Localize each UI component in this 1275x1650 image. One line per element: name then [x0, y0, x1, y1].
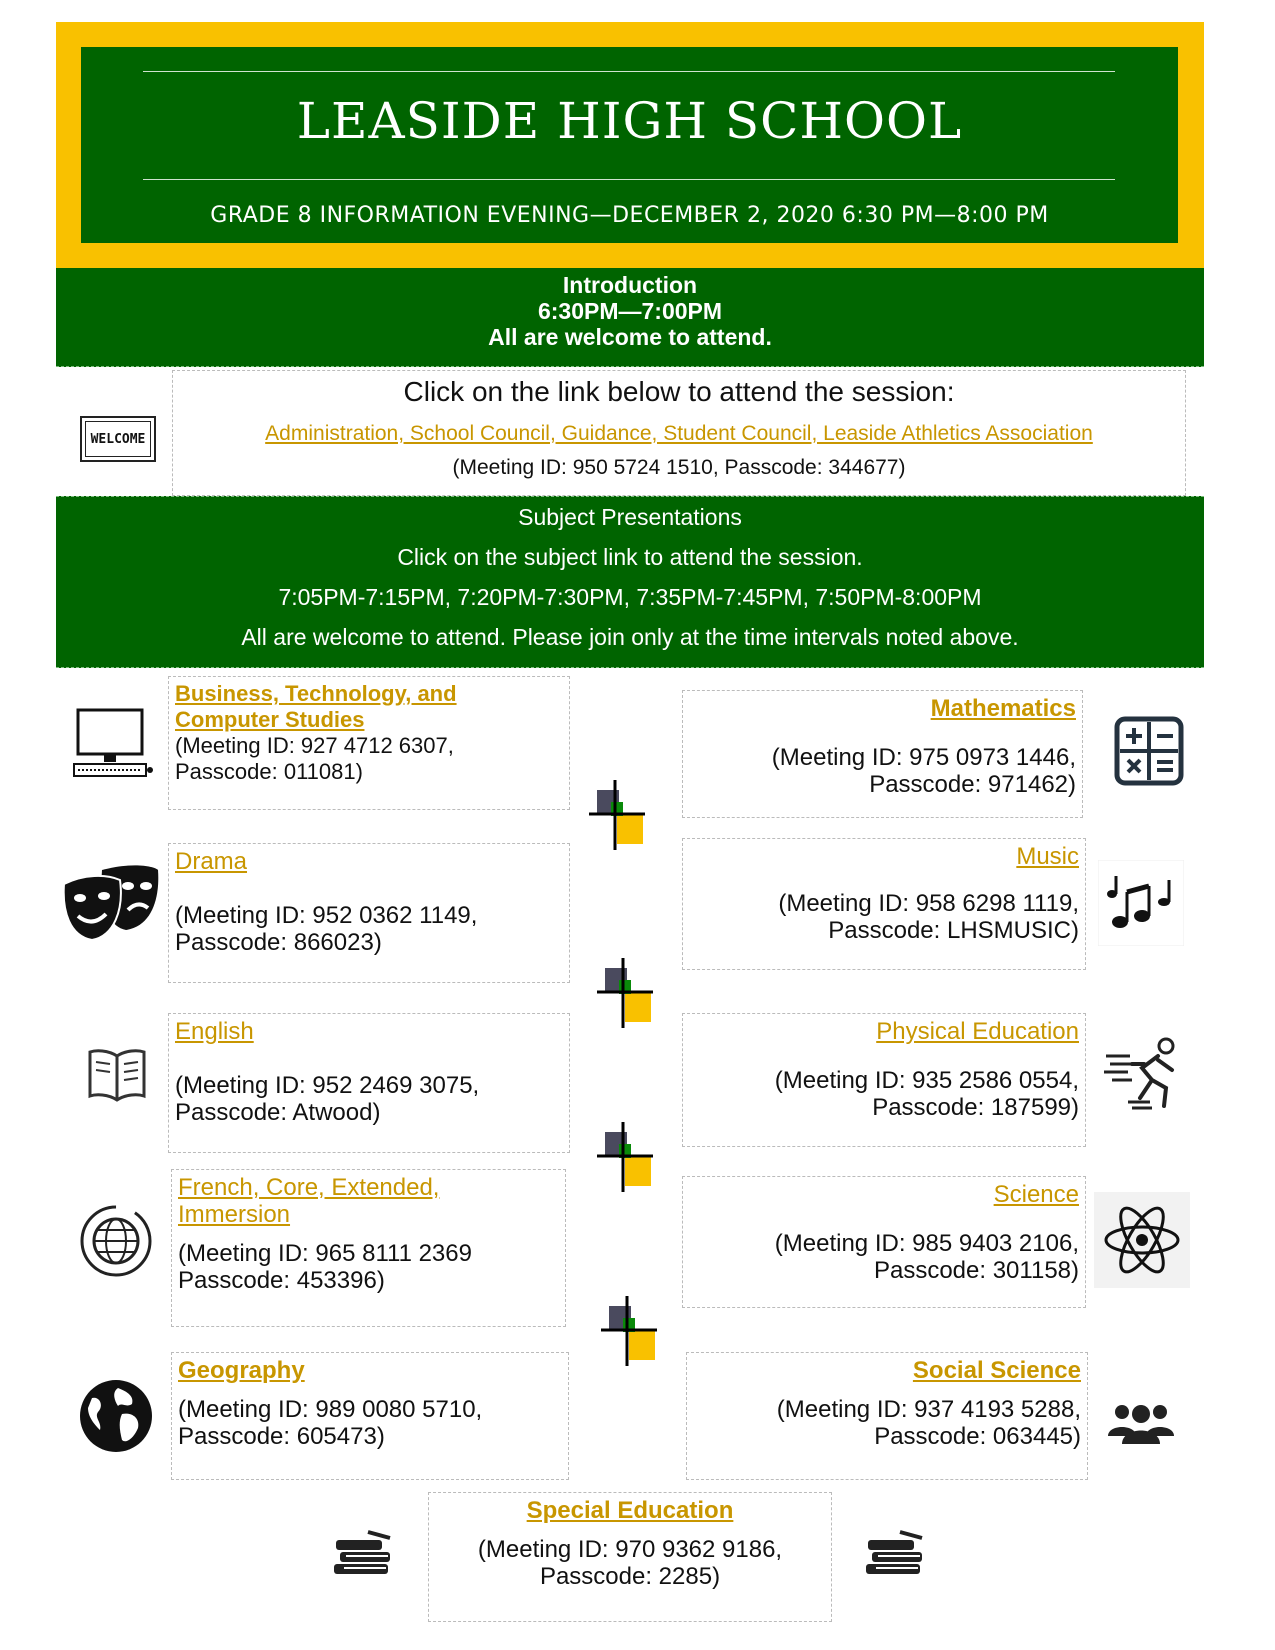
subject-link-french[interactable]: French, Core, Extended, Immersion [178, 1174, 440, 1228]
subject-french [171, 1169, 566, 1327]
music-notes-icon [1098, 860, 1184, 946]
theater-masks-icon [62, 864, 160, 942]
subject-english [168, 1013, 570, 1153]
plus-decoration-icon [597, 1122, 653, 1192]
music-passcode: Passcode: LHSMUSIC) [828, 917, 1079, 944]
english-passcode: Passcode: Atwood) [175, 1099, 381, 1126]
subjects-banner [56, 496, 1204, 668]
intro-session-heading: Click on the link below to attend the session: [403, 376, 955, 407]
phys-ed-meeting-id: (Meeting ID: 935 2586 0554, [774, 1067, 1079, 1094]
intro-session-meeting: (Meeting ID: 950 5724 1510, Passcode: 344677) [452, 456, 906, 479]
subject-math [682, 690, 1083, 818]
subjects-instruction: Click on the subject link to attend the session. [397, 544, 863, 570]
intro-welcome: All are welcome to attend. [488, 324, 772, 350]
atom-icon [1094, 1192, 1190, 1288]
books-icon [330, 1530, 394, 1578]
drama-passcode: Passcode: 866023) [175, 929, 382, 956]
header-bottom-rule [143, 179, 1115, 180]
subjects-note: All are welcome to attend. Please join only at the time intervals noted above. [241, 624, 1019, 650]
drama-meeting-id: (Meeting ID: 952 0362 1149, [175, 902, 478, 929]
social-science-passcode: Passcode: 063445) [874, 1423, 1081, 1450]
subjects-title: Subject Presentations [518, 504, 742, 530]
computer-icon [70, 706, 154, 782]
subject-special-ed [428, 1492, 832, 1622]
subject-link-phys-ed[interactable]: Physical Education [876, 1018, 1079, 1045]
intro-banner [56, 268, 1204, 367]
subject-link-business[interactable]: Business, Technology, and Computer Studies [175, 681, 457, 732]
subject-link-music[interactable]: Music [1016, 843, 1079, 870]
geography-passcode: Passcode: 605473) [178, 1423, 385, 1450]
subject-link-special-ed[interactable]: Special Education [526, 1497, 734, 1524]
subject-link-drama[interactable]: Drama [175, 848, 248, 875]
open-book-icon [86, 1046, 148, 1104]
world-globe-icon [78, 1378, 154, 1454]
school-title: LEASIDE HIGH SCHOOL [296, 92, 963, 150]
header-top-rule [143, 71, 1115, 72]
group-people-icon [1108, 1402, 1174, 1444]
math-meeting-id: (Meeting ID: 975 0973 1446, [771, 744, 1076, 771]
books-icon [862, 1530, 926, 1578]
intro-session-box [172, 370, 1186, 496]
business-passcode: Passcode: 011081) [175, 759, 363, 784]
intro-session-link[interactable]: Administration, School Council, Guidance, Student Council, Leaside Athletics Association [265, 422, 1093, 445]
phys-ed-passcode: Passcode: 187599) [872, 1094, 1079, 1121]
subject-link-math[interactable]: Mathematics [930, 695, 1076, 722]
french-passcode: Passcode: 453396) [178, 1267, 385, 1294]
subjects-times: 7:05PM-7:15PM, 7:20PM-7:30PM, 7:35PM-7:45PM, 7:50PM-8:00PM [278, 584, 982, 610]
plus-decoration-icon [601, 1296, 657, 1366]
math-passcode: Passcode: 971462) [869, 771, 1076, 798]
subject-link-english[interactable]: English [175, 1018, 254, 1045]
plus-decoration-icon [589, 780, 645, 850]
subject-geography [171, 1352, 569, 1480]
plus-decoration-icon [597, 958, 653, 1028]
intro-title: Introduction [562, 272, 698, 298]
english-meeting-id: (Meeting ID: 952 2469 3075, [175, 1072, 480, 1099]
special-ed-passcode: Passcode: 2285) [539, 1563, 721, 1590]
subject-business [168, 676, 570, 810]
science-passcode: Passcode: 301158) [873, 1257, 1079, 1284]
subject-science [682, 1176, 1086, 1308]
subject-music [682, 838, 1086, 970]
subject-link-science[interactable]: Science [993, 1181, 1079, 1208]
running-person-icon [1102, 1036, 1182, 1110]
subject-drama [168, 843, 570, 983]
intro-time: 6:30PM—7:00PM [537, 298, 723, 324]
subject-social-science [686, 1352, 1088, 1480]
subject-link-geography[interactable]: Geography [178, 1357, 305, 1384]
calculator-icon [1114, 716, 1184, 786]
header-panel [81, 47, 1178, 243]
music-meeting-id: (Meeting ID: 958 6298 1119, [778, 890, 1079, 917]
geography-meeting-id: (Meeting ID: 989 0080 5710, [178, 1396, 483, 1423]
science-meeting-id: (Meeting ID: 985 9403 2106, [774, 1230, 1079, 1257]
event-subtitle: GRADE 8 INFORMATION EVENING—DECEMBER 2, 2020 6:30 PM—8:00 PM [210, 203, 1049, 228]
special-ed-meeting-id: (Meeting ID: 970 9362 9186, [477, 1536, 783, 1563]
globe-language-icon [78, 1204, 154, 1278]
subject-link-social-science[interactable]: Social Science [912, 1357, 1081, 1384]
welcome-sign-icon: WELCOME [80, 416, 156, 462]
business-meeting-id: (Meeting ID: 927 4712 6307, [175, 733, 454, 758]
subject-phys-ed [682, 1013, 1086, 1147]
french-meeting-id: (Meeting ID: 965 8111 2369 [178, 1240, 472, 1267]
social-science-meeting-id: (Meeting ID: 937 4193 5288, [776, 1396, 1081, 1423]
